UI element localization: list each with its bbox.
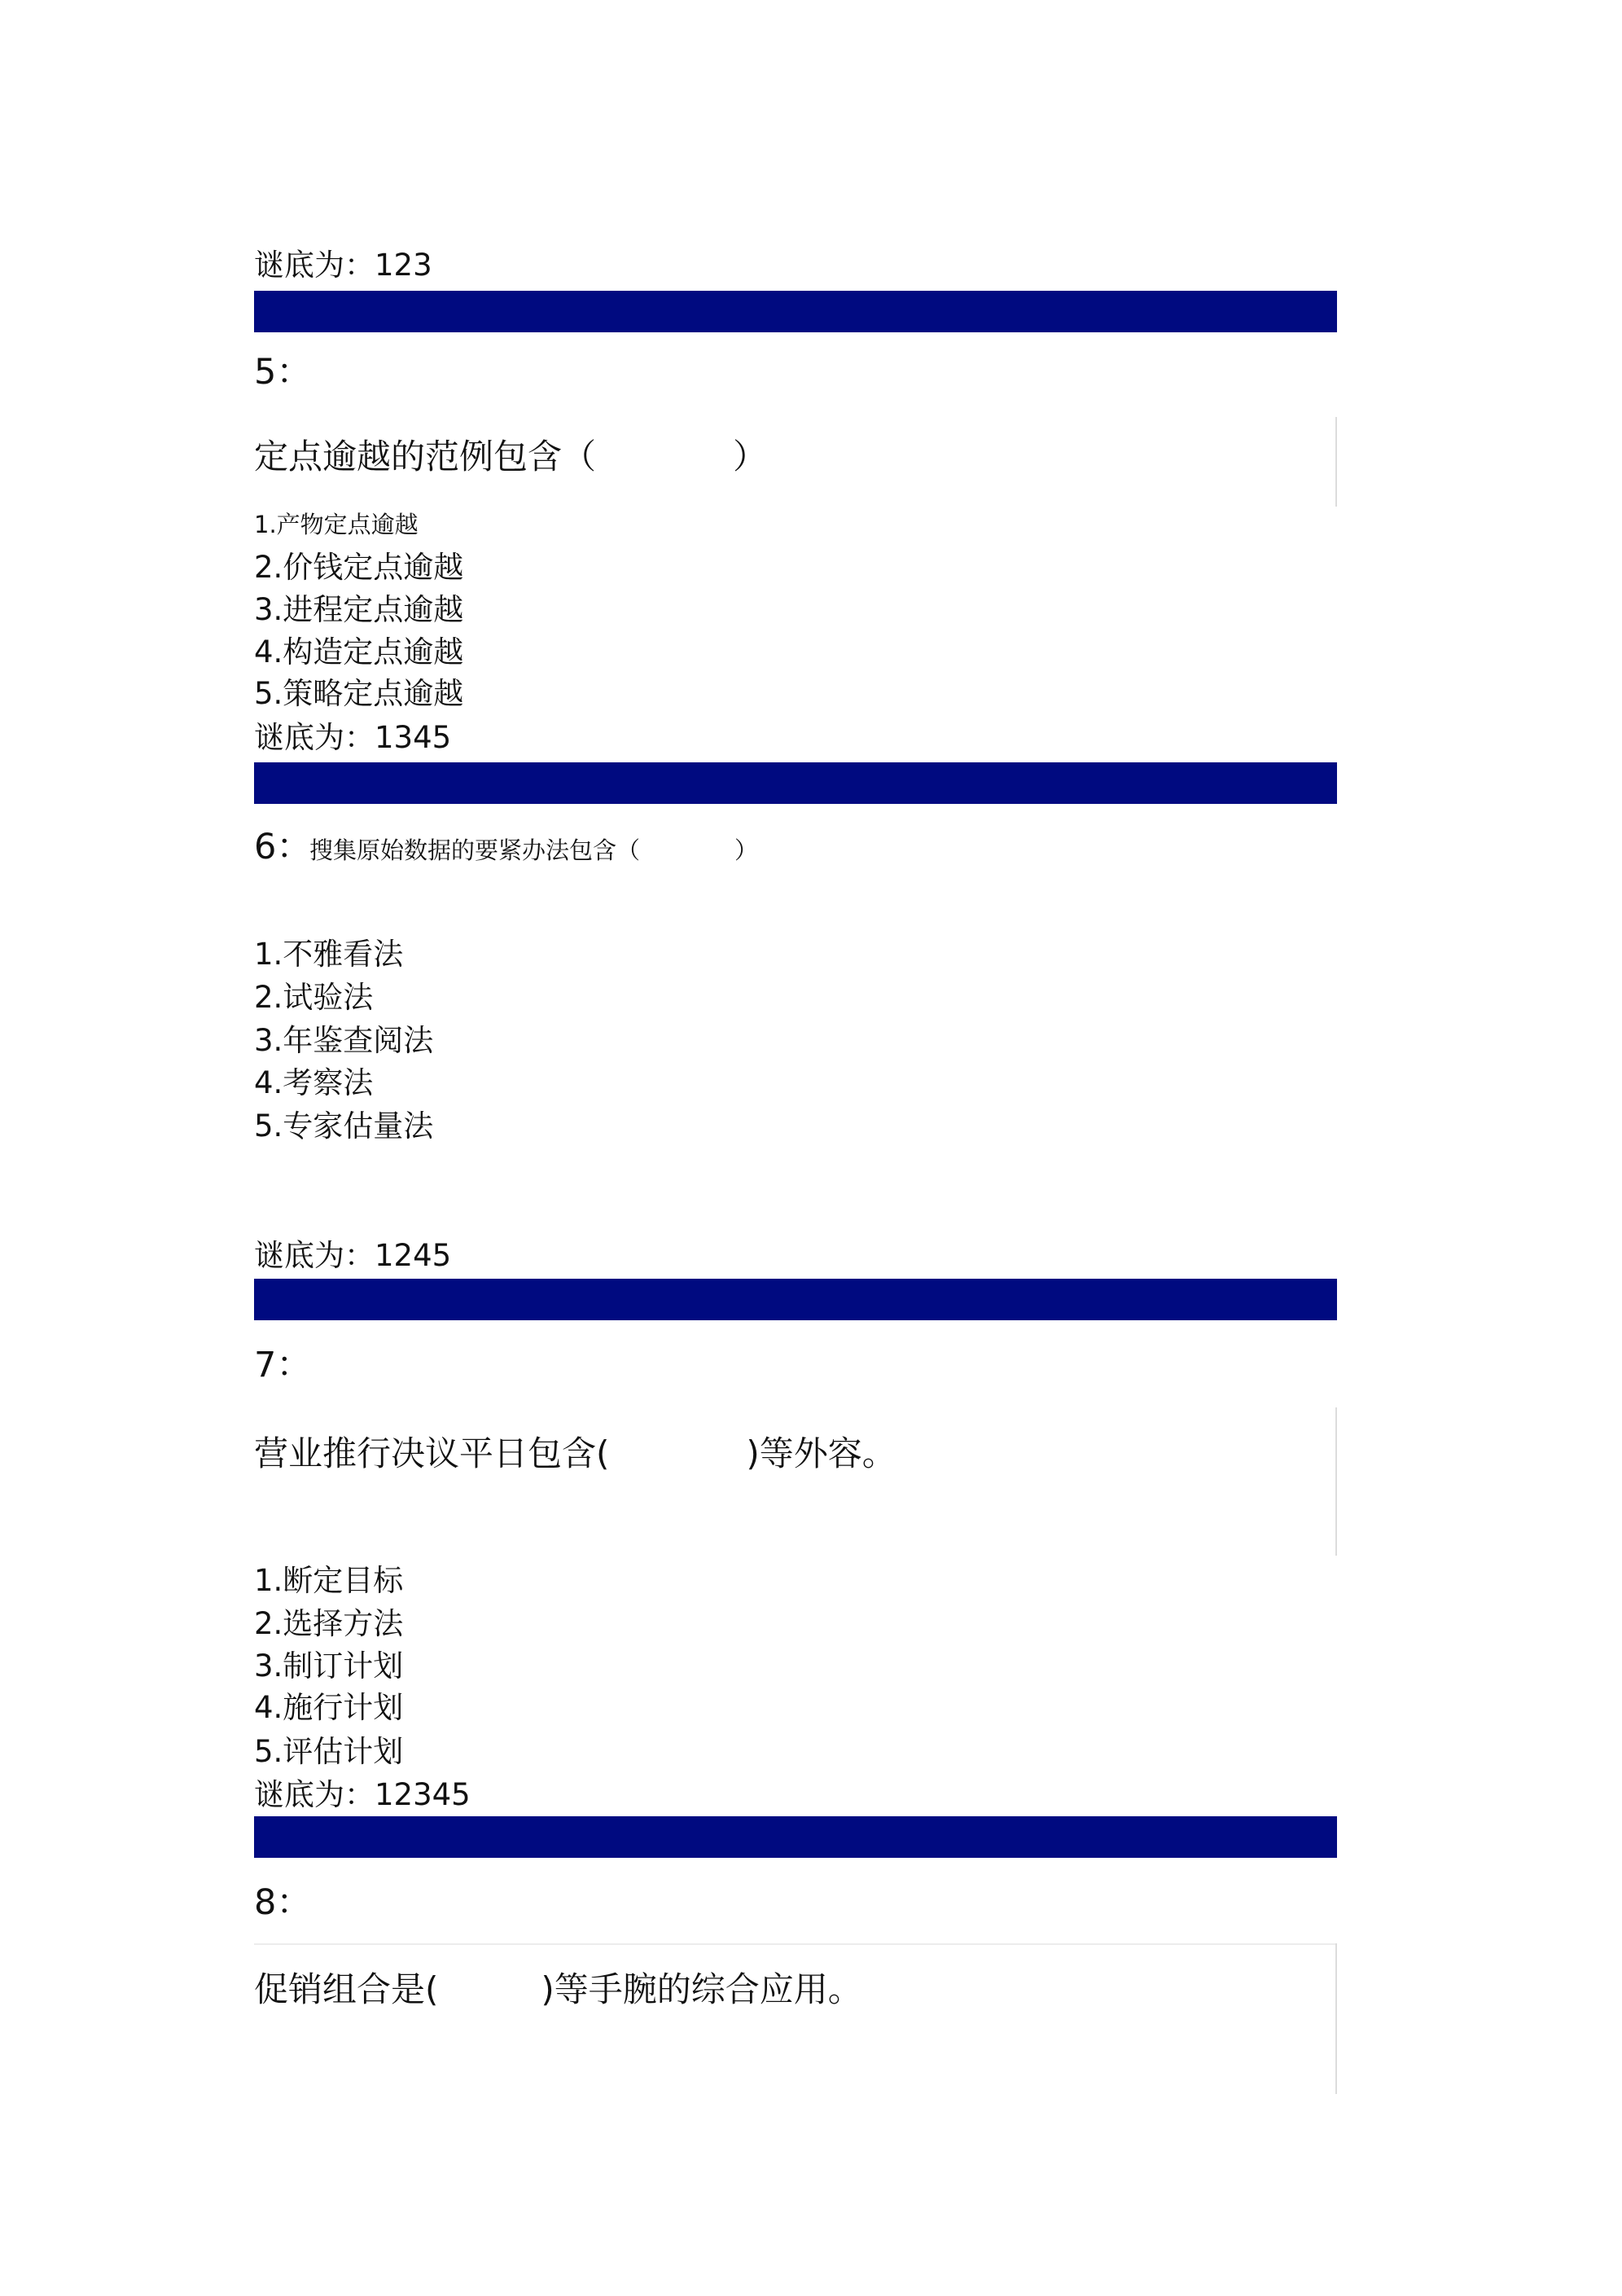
question-5-text: 定点逾越的范例包含（ ） (254, 437, 768, 476)
question-8-box-border (1335, 1943, 1337, 2094)
question-5-option-2: 2.价钱定点逾越 (254, 550, 464, 585)
question-6-text: 搜集原始数据的要紧办法包含（ ） (309, 836, 759, 864)
question-8-number: 8： (254, 1882, 312, 1923)
question-5-answer: 谜底为：1345 (254, 720, 452, 755)
question-5-option-1: 1.产物定点逾越 (254, 511, 419, 538)
question-7-option-4: 4.施行计划 (254, 1690, 404, 1725)
question-7-option-5: 5.评估计划 (254, 1734, 404, 1769)
question-5-number: 5： (254, 352, 312, 393)
question-5-box-border (1335, 417, 1337, 507)
answer-top: 谜底为：123 (254, 248, 432, 283)
question-7-option-3: 3.制订计划 (254, 1648, 404, 1684)
question-6-answer: 谜底为：1245 (254, 1238, 452, 1273)
question-8-text: 促销组合是( )等手腕的综合应用。 (254, 1969, 862, 2009)
question-6-option-5: 5.专家估量法 (254, 1108, 434, 1144)
question-6-option-2: 2.试验法 (254, 980, 374, 1015)
question-7-text: 营业推行决议平日包含( )等外容。 (254, 1433, 896, 1473)
question-6-number: 6： (254, 827, 312, 867)
question-7-box-border (1335, 1407, 1337, 1556)
separator-bar-4 (254, 1816, 1337, 1858)
question-6-option-3: 3.年鉴查阅法 (254, 1023, 434, 1058)
question-8-box-top-border (254, 1943, 1337, 1945)
separator-bar-3 (254, 1279, 1337, 1320)
question-6-option-1: 1.不雅看法 (254, 937, 404, 972)
separator-bar-2 (254, 762, 1337, 804)
question-7-option-2: 2.选择方法 (254, 1606, 404, 1641)
question-7-option-1: 1.断定目标 (254, 1563, 404, 1598)
question-5-option-4: 4.构造定点逾越 (254, 634, 464, 669)
question-7-number: 7： (254, 1345, 312, 1385)
question-7-answer: 谜底为：12345 (254, 1777, 471, 1812)
question-6-option-4: 4.考察法 (254, 1065, 374, 1100)
question-5-option-3: 3.进程定点逾越 (254, 592, 464, 627)
question-5-option-5: 5.策略定点逾越 (254, 676, 464, 711)
separator-bar-1 (254, 291, 1337, 332)
